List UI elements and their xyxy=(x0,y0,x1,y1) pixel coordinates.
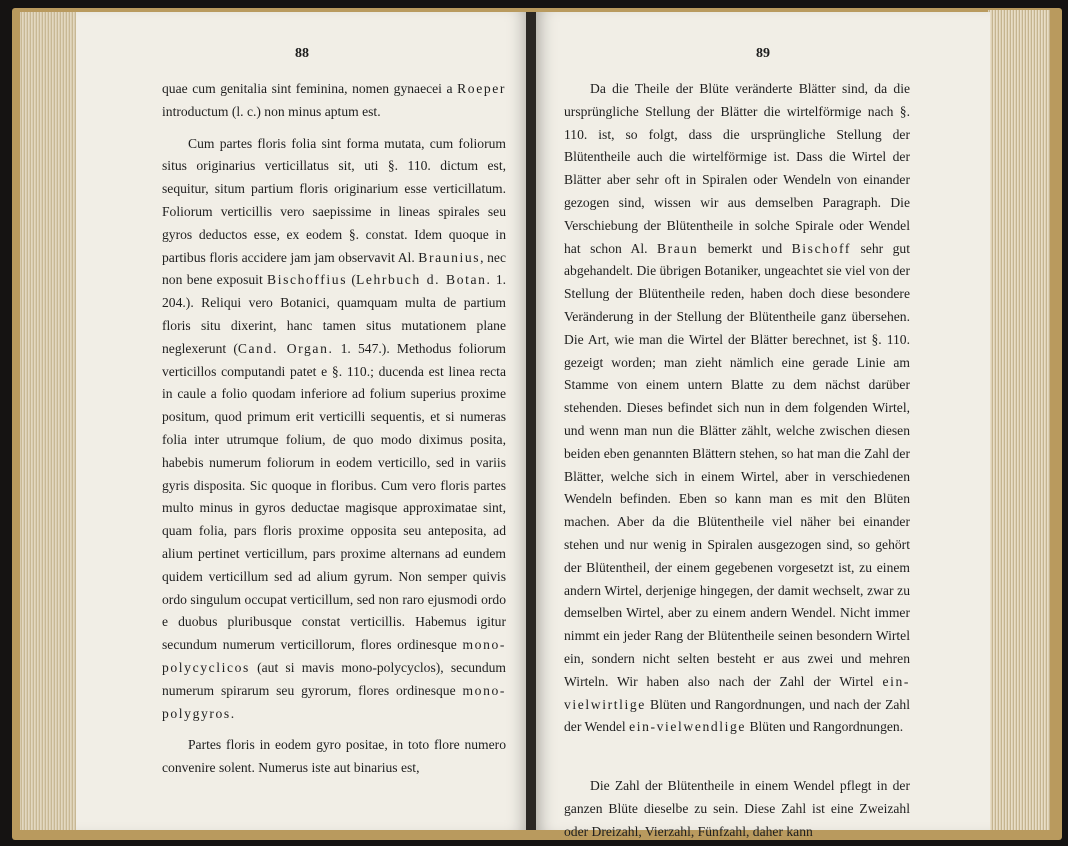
author-name: Bischoff xyxy=(791,240,852,256)
author-name: Roeper xyxy=(457,81,506,96)
author-name: Bischoffius xyxy=(267,272,348,288)
page-edges-right xyxy=(988,10,1050,830)
term: mono-polygyros xyxy=(162,682,506,721)
term: ein-vielwendlige xyxy=(629,719,747,735)
paragraph: quae cum genitalia sint feminina, nomen gynaecei a Roeper introductum (l. c.) non minus aptum est. xyxy=(162,81,506,119)
author-name: Braunius xyxy=(418,249,481,265)
reference: Cand. Organ. xyxy=(237,340,334,356)
term: mono-polycyclicos xyxy=(162,637,506,675)
term: ein-vielwirtlige xyxy=(564,673,910,712)
right-page xyxy=(536,12,990,839)
page-text xyxy=(564,78,910,844)
author-name: Braun xyxy=(657,240,699,256)
left-page xyxy=(76,12,528,830)
page-text xyxy=(162,78,506,780)
page-number: 88 xyxy=(295,46,309,61)
paragraph: Cum partes floris folia sint forma mutata, cum foliorum situs originarius verticillatus sit, uti §. 110. dictum est, sequitur, situm partium floris originarium esse verticillatum. Foliorum verticillis vero saepissime in lineas spirales seu gyros deductos esse, ex eodem §. constat. Idem quoque in partibus floris accidere jam jam observavit Al. Braunius, nec non bene exposuit Bischoffius (Lehrbuch d. Botan. 1. 204.). Reliqui vero Botanici, quamquam multa de partium floris situ dixerint, hanc tamen situs mutationem plane neglexerunt (Cand. Organ. 1. 547.). Methodus foliorum verticillos computandi patet e §. 110.; ducenda est linea recta in caule a folio quodam inferiore ad folium superius proxime positum, quod primum erit verticilli sequentis, et si numeras folia inter utrumque folium, de quo modo diximus posita, habebis numerum foliorum in eodem verticillo, sed in variis gyris disposita. Sic quoque in floribus. Cum vero floris partes multo minus in gyros deductae magisque approximatae sint, quam folia, pars floris proxime opposita seu anteposita, ad alium pertinet verticillum, pars proxime alternans ad eundem quidem verticillum sed ad alium gyrum. Non semper quivis ordo singulum occupat verticillum, sed non raro ejusmodi ordo e duobus pluribusque constat verticillis. Habemus igitur secundum numerum verticillorum, flores ordinesque mono-polycyclicos (aut si mavis mono-polycyclos), secundum numerum spirarum seu gyrorum, flores ordinesque mono-polygyros. xyxy=(162,135,507,721)
page-number: 89 xyxy=(756,46,770,61)
reference: Lehrbuch d. Botan. xyxy=(355,272,492,288)
paragraph: Partes floris in eodem gyro positae, in toto flore numero convenire solent. Numerus iste aut binarius est, xyxy=(162,737,506,776)
paragraph: Die Zahl der Blütentheile in einem Wendel pflegt in der ganzen Blüte dieselbe zu sein. Diese Zahl ist eine Zweizahl oder Dreizahl, Vierzahl, Fünfzahl, daher kann xyxy=(564,778,910,839)
paragraph: Da die Theile der Blüte veränderte Blätter sind, da die ursprüngliche Stellung der Blätter die wirtelförmige nach §. 110. ist, so folgt, dass die ursprüngliche Stellung der Blütentheile auch die wirtelförmige ist. Dass die Wirtel der Blätter aber sehr oft in Spiralen oder Wendeln von einander gezogen sind, wissen wir aus demselben Paragraph. Die Verschiebung der Blütentheile in solche Spirale oder Wendel hat schon Al. Braun bemerkt und Bischoff sehr gut abgehandelt. Die übrigen Botaniker, ungeachtet sie viel von der Stellung der Blütentheile reden, haben doch diese besondere Veränderung in der Stellung der Blütentheile ganz übersehen. Die Art, wie man die Wirtel der Blätter berechnet, ist §. 110. gezeigt worden; man zieht nämlich eine gerade Linie am Stamme von einem untern Blatte zu dem nächst darüber stehenden. Dieses befindet sich nun in dem folgenden Wirtel, und wenn man nun die Blätter zählt, welche zwischen diesen beiden eben genannten Blättern stehen, so hat man die Zahl der Blätter, welche sich in einem Wirtel, aber in verschiedenen Wendeln befinden. Eben so kann man es mit den Blüten machen. Aber da die Blütentheile viel näher bei einander stehen und nur wenig in Spiralen ausgezogen sind, so gehört der Blütentheil, der einem gegebenen vorgesetzt ist, zu einem andern Wirtel, derjenige hingegen, der damit wechselt, zwar zu demselben Wirtel, aber zu einem andern Wendel. Nicht immer nimmt ein jeder Rang der Blütentheile seinen besondern Wirtel ein, sondern nicht selten besteht er aus zwei und mehren Wirteln. Wir haben also nach der Zahl der Wirtel ein-vielwirtlige Blüten und Rangordnungen, und nach der Zahl der Wendel ein-vielwendlige Blüten und Rangordnungen. xyxy=(564,81,910,735)
page-edges-left xyxy=(20,12,78,830)
